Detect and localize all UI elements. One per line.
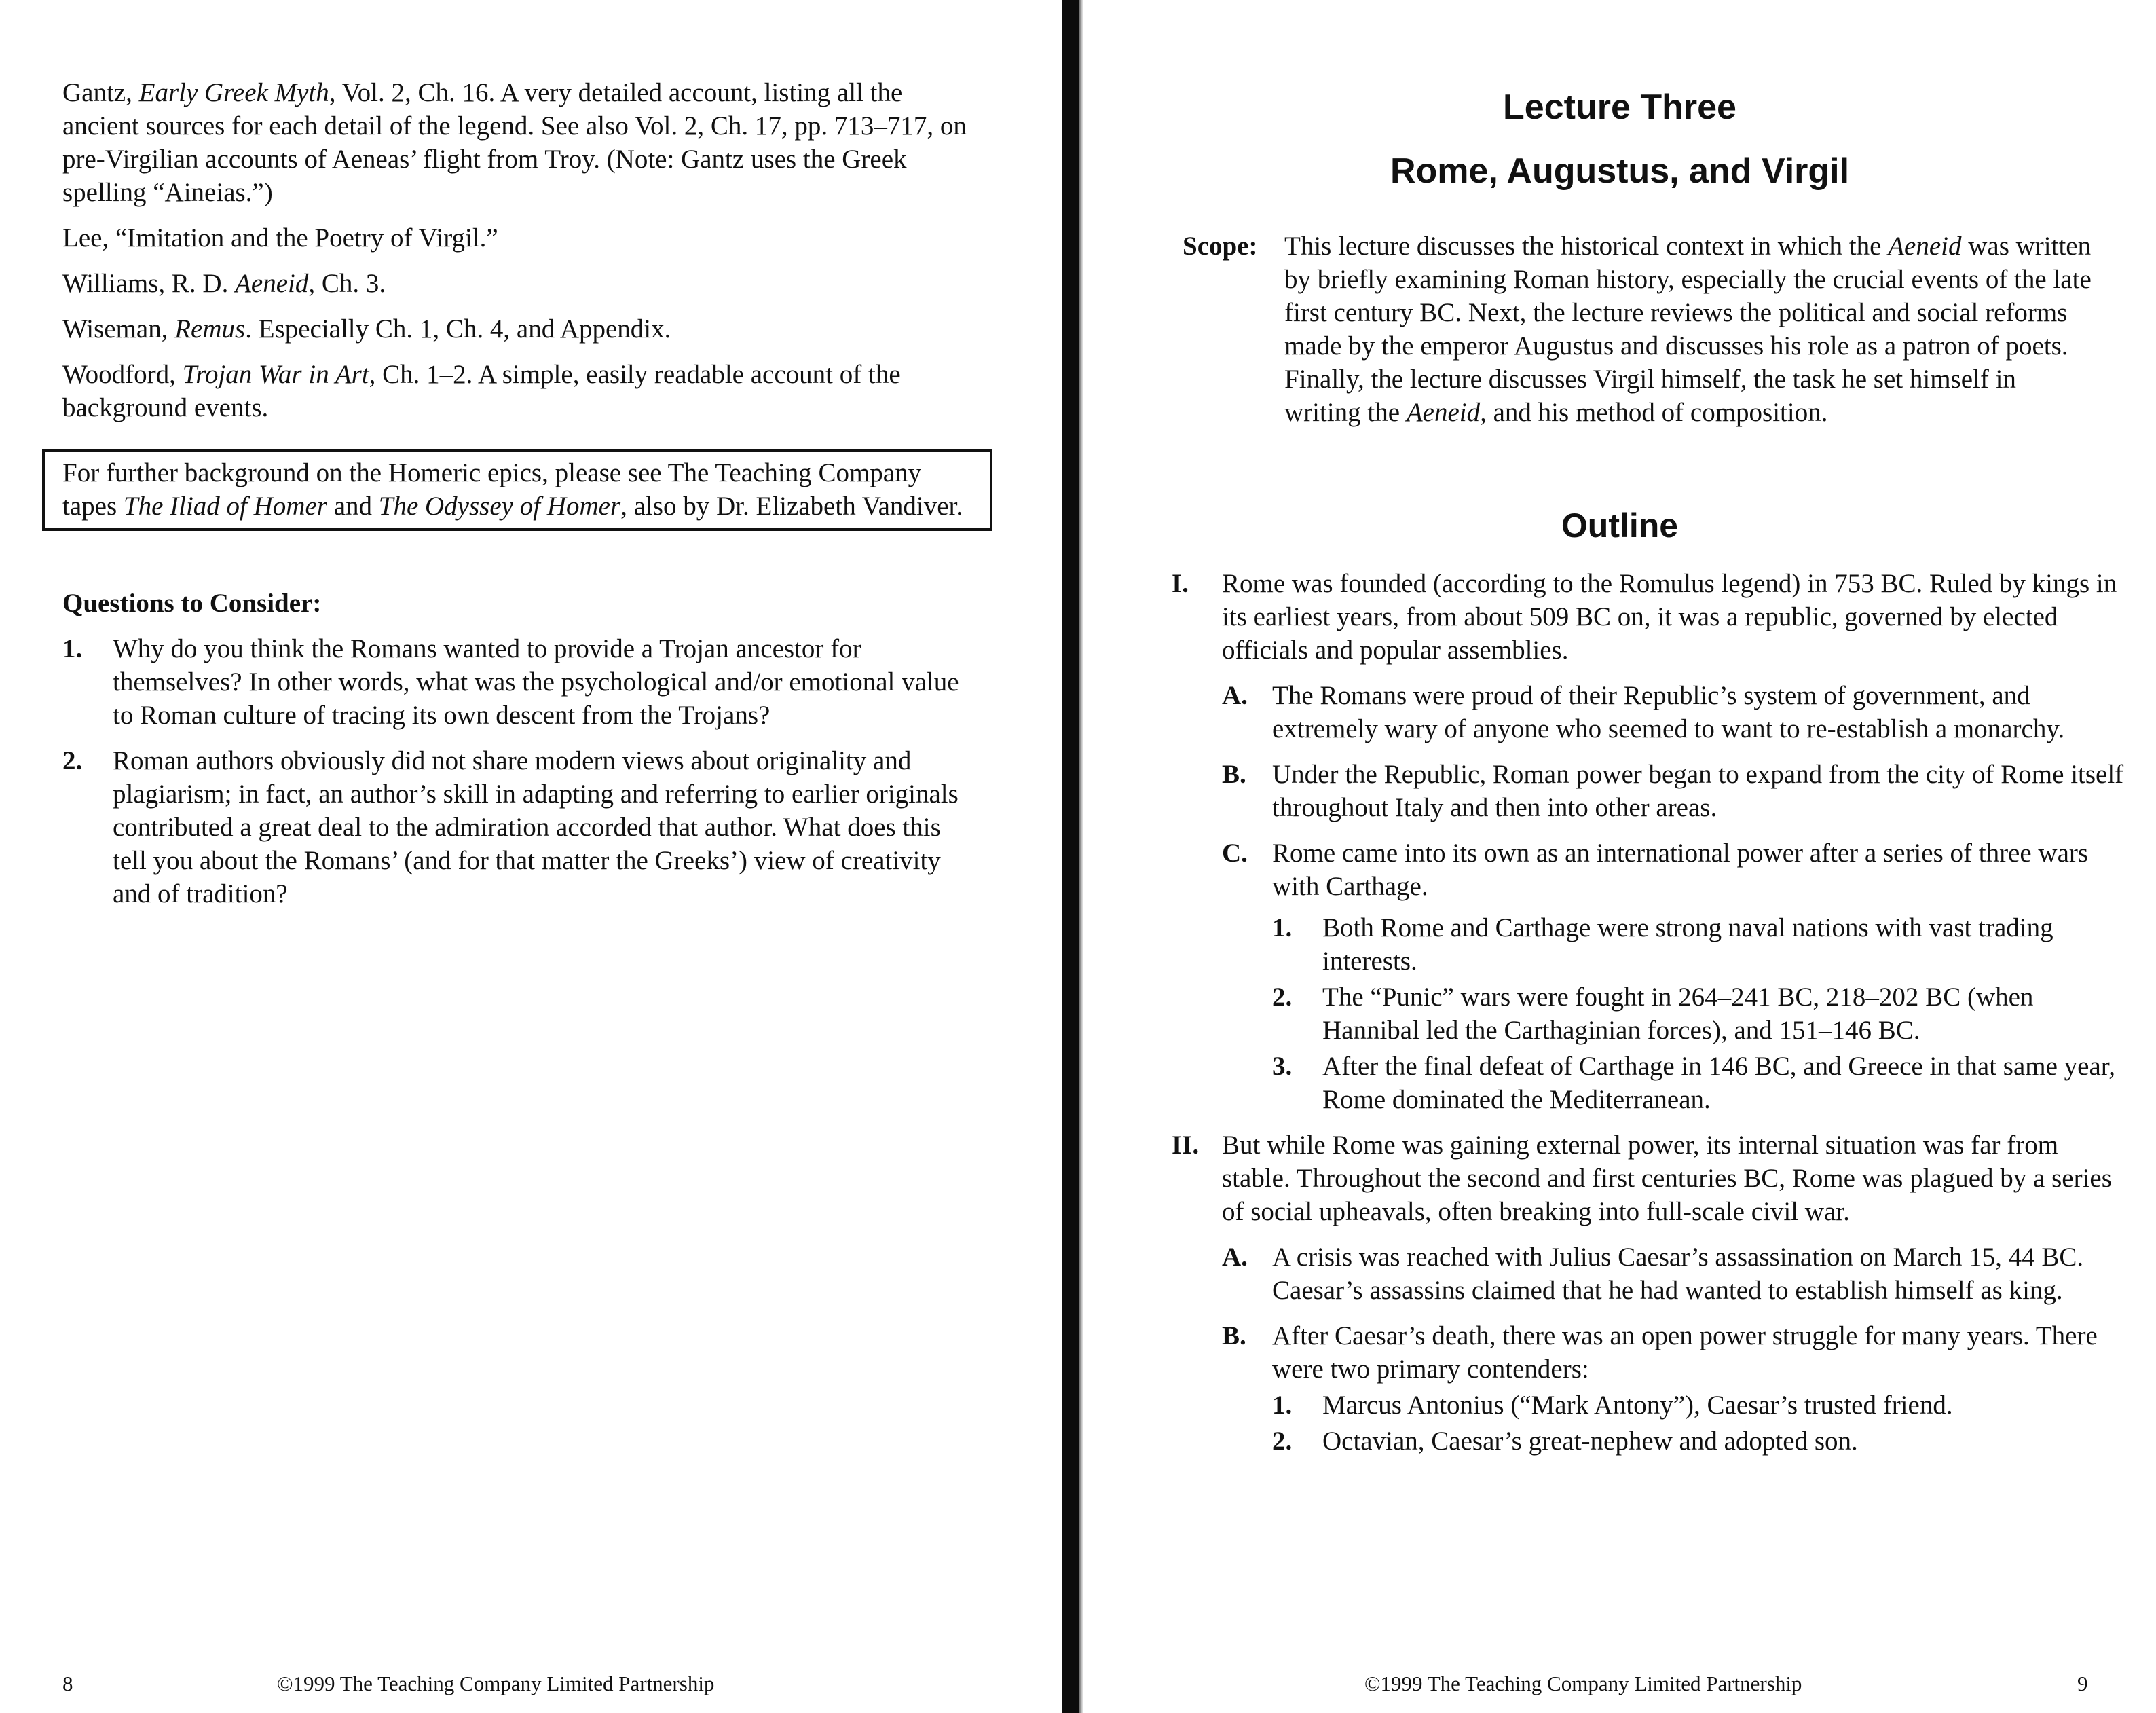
reference-wiseman: Wiseman, Remus. Especially Ch. 1, Ch. 4, and Appendix. [62, 314, 671, 344]
outline-item-I-C-2 [1272, 980, 2129, 1047]
outline-text: Marcus Antonius (“Mark Antony”), Caesar’s trusted friend. [1322, 1390, 1953, 1420]
outline-item-II [1172, 1128, 2129, 1228]
questions-heading: Questions to Consider: [62, 589, 322, 618]
outline-item-II-B-1 [1272, 1388, 2129, 1422]
outline-item-I-C-3 [1272, 1050, 2129, 1116]
outline-number: 2. [1272, 982, 1293, 1012]
outline-item-I-A [1222, 679, 2129, 745]
outline-text: After the final defeat of Carthage in 146 BC, and Greece in that same year, Rome dominated the Mediterranean. [1322, 1052, 2115, 1114]
page-number-left: 8 [62, 1672, 73, 1695]
outline-list [1172, 567, 2129, 1458]
book-spine-gutter [1062, 0, 1079, 1713]
copyright-right: ©1999 The Teaching Company Limited Partnership [1364, 1672, 1802, 1695]
outline-heading: Outline [1561, 506, 1679, 545]
outline-number: A. [1222, 1242, 1248, 1272]
outline-text: A crisis was reached with Julius Caesar’s assassination on March 15, 44 BC. Caesar’s assassins claimed that he had wanted to establish himself as king. [1272, 1242, 2084, 1305]
lecture-subtitle: Rome, Augustus, and Virgil [1390, 151, 1850, 191]
scope-section [1183, 229, 2092, 429]
reference-williams: Williams, R. D. Aeneid, Ch. 3. [62, 269, 386, 298]
outline-text: The Romans were proud of their Republic’s system of government, and extremely wary of anyone who seemed to want to re-establish a monarchy. [1272, 681, 2065, 743]
outline-item-II-A [1222, 1240, 2129, 1307]
outline-item-II-B [1222, 1319, 2129, 1386]
outline-text: But while Rome was gaining external power, its internal situation was far from stable. Throughout the second and first centuries BC, Rome was plagued by a series of social upheavals, often breaking into full-scale civil war. [1222, 1130, 2112, 1226]
outline-number: II. [1172, 1130, 1200, 1160]
outline-text: The “Punic” wars were fought in 264–241 BC, 218–202 BC (when Hannibal led the Carthaginian forces), and 151–146 BC. [1322, 982, 2034, 1045]
page-number-right: 9 [2077, 1672, 2088, 1695]
lecture-title: Lecture Three [1503, 88, 1736, 127]
scope-text: This lecture discusses the historical context in which the Aeneid was written by briefly examining Roman history, especially the crucial events of the late first century BC. Next, the lecture reviews the political and social reforms made by the emperor Augustus and discusses his role as a patron of poets. Finally, the lecture discusses Virgil himself, the task he set himself in writing the Aeneid, and his method of composition. [1284, 232, 2092, 427]
outline-number: C. [1222, 839, 1248, 868]
right-page [1083, 0, 2156, 1713]
further-background-text: For further background on the Homeric epics, please see The Teaching Company tapes The Iliad of Homer and The Odyssey of Homer, also by Dr. Elizabeth Vandiver. [62, 458, 963, 521]
question-number: 2. [62, 746, 83, 775]
outline-number: I. [1172, 569, 1189, 598]
question-number: 1. [62, 634, 83, 663]
outline-number: B. [1222, 1321, 1246, 1350]
question-text: Roman authors obviously did not share modern views about originality and plagiarism; in fact, an author’s skill in adapting and referring to earlier originals contributed a great deal to the admiration accorded that author. What does this tell you about the Romans’ (and for that matter the Greeks’) view of creativity and of tradition? [113, 746, 959, 908]
question-text: Why do you think the Romans wanted to provide a Trojan ancestor for themselves? In other words, what was the psychological and/or emotional value to Roman culture of tracing its own descent from the Trojans? [113, 634, 959, 730]
outline-item-I [1172, 567, 2129, 667]
questions-section [62, 587, 979, 923]
outline-item-I-B [1222, 758, 2129, 824]
reference-gantz: Gantz, Early Greek Myth, Vol. 2, Ch. 16. A very detailed account, listing all the ancient sources for each detail of the legend. See also Vol. 2, Ch. 17, pp. 713–717, on pre-Virgilian accounts of Aeneas’ flight from Troy. (Note: Gantz uses the Greek spelling “Aineias.”) [62, 78, 967, 207]
copyright-left: ©1999 The Teaching Company Limited Partnership [277, 1672, 715, 1695]
outline-number: 1. [1272, 913, 1293, 942]
outline-text: Under the Republic, Roman power began to expand from the city of Rome itself throughout Italy and then into other areas. [1272, 760, 2124, 822]
outline-item-I-C [1222, 836, 2129, 903]
further-background-box [42, 449, 992, 531]
outline-text: Octavian, Caesar’s great-nephew and adopted son. [1322, 1426, 1858, 1456]
reference-lee: Lee, “Imitation and the Poetry of Virgil.” [62, 223, 498, 253]
outline-text: Rome was founded (according to the Romulus legend) in 753 BC. Ruled by kings in its earliest years, from about 509 BC on, it was a republic, governed by elected officials and popular assemblies. [1222, 569, 2117, 665]
outline-number: 1. [1272, 1390, 1293, 1420]
outline-number: B. [1222, 760, 1246, 789]
question-item [62, 632, 979, 732]
left-page [0, 0, 1059, 1713]
outline-item-I-C-1 [1272, 911, 2129, 978]
outline-text: Both Rome and Carthage were strong naval nations with vast trading interests. [1322, 913, 2053, 976]
outline-item-II-B-2 [1272, 1424, 2129, 1458]
outline-number: A. [1222, 681, 1248, 710]
question-item [62, 744, 979, 910]
outline-number: 2. [1272, 1426, 1293, 1456]
outline-number: 3. [1272, 1052, 1293, 1081]
references-list [62, 76, 972, 437]
scope-label: Scope: [1183, 232, 1258, 261]
reference-woodford: Woodford, Trojan War in Art, Ch. 1–2. A simple, easily readable account of the background events. [62, 360, 901, 422]
outline-text: Rome came into its own as an international power after a series of three wars with Carthage. [1272, 839, 2089, 901]
outline-text: After Caesar’s death, there was an open power struggle for many years. There were two primary contenders: [1272, 1321, 2098, 1384]
